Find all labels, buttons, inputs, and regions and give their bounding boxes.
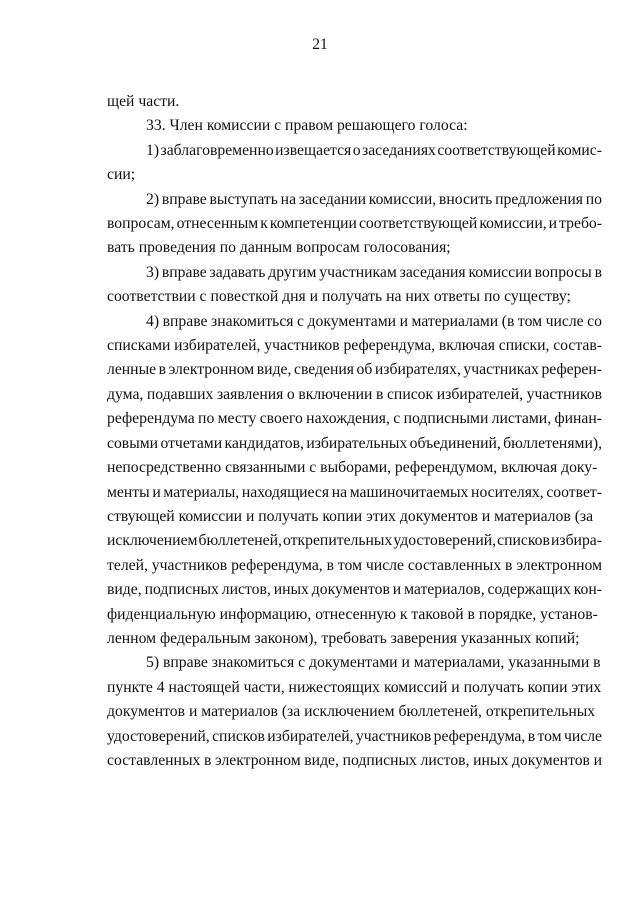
text-line: вопросам, отнесенным к компетенции соответствующей комиссии, и требо- bbox=[107, 215, 602, 233]
text-line: удостоверений, списков избирателей, участников референдума, в том числе bbox=[107, 727, 602, 745]
text-line: 3) вправе задавать другим участникам заседания комиссии вопросы в bbox=[146, 263, 602, 281]
paragraph-continuation bbox=[107, 90, 602, 114]
text-line: менты и материалы, находящиеся на машиночитаемых носителях, соответ- bbox=[107, 483, 602, 501]
text-line: списками избирателей, участников референдума, включая списки, состав- bbox=[107, 337, 602, 355]
text-line: 5) вправе знакомиться с документами и материалами, указанными в bbox=[146, 654, 601, 672]
document-body bbox=[107, 90, 602, 773]
text-line: составленных в электронном виде, подписных листов, иных документов и bbox=[107, 751, 602, 769]
paragraph-item-5 bbox=[107, 651, 602, 773]
text-line: документов и материалов (за исключением бюллетеней, открепительных bbox=[107, 703, 596, 721]
text-line: соответствии с повесткой дня и получать на них ответы по существу; bbox=[107, 288, 571, 306]
text-line: ствующей комиссии и получать копии этих документов и материалов (за bbox=[107, 507, 594, 525]
text-line: 4) вправе знакомиться с документами и материалами (в том числе со bbox=[146, 312, 602, 330]
text-line: вать проведения по данным вопросам голосования; bbox=[107, 239, 451, 257]
paragraph-33-heading bbox=[107, 114, 602, 138]
text-line: референдума по месту своего нахождения, с подписными листами, финан- bbox=[107, 410, 602, 428]
paragraph-item-3 bbox=[107, 261, 602, 310]
text-line: дума, подавших заявления о включении в список избирателей, участников bbox=[107, 385, 602, 403]
paragraph-item-2 bbox=[107, 188, 602, 261]
page-number: 21 bbox=[312, 36, 328, 53]
text-line: ленные в электронном виде, сведения об избирателях, участниках референ- bbox=[107, 361, 602, 379]
text-line: 1) заблаговременно извещается о заседаниях соответствующей комис- bbox=[146, 141, 602, 159]
text-line: ленном федеральным законом), требовать заверения указанных копий; bbox=[107, 629, 580, 647]
text-line: телей, участников референдума, в том числе составленных в электронном bbox=[107, 556, 602, 574]
text-line: исключением бюллетеней, открепительных удостоверений, списков избира- bbox=[107, 532, 602, 550]
text-line: щей части. bbox=[107, 93, 180, 110]
paragraph-item-1 bbox=[107, 139, 602, 188]
text-line: 2) вправе выступать на заседании комиссии, вносить предложения по bbox=[146, 190, 602, 208]
text-line: непосредственно связанными с выборами, референдумом, включая доку- bbox=[107, 459, 598, 477]
text-line: 33. Член комиссии с правом решающего голоса: bbox=[146, 117, 468, 135]
text-line: фиденциальную информацию, отнесенную к таковой в порядке, установ- bbox=[107, 605, 598, 623]
text-line: виде, подписных листов, иных документов и материалов, содержащих кон- bbox=[107, 581, 602, 599]
text-line: пункте 4 настоящей части, нижестоящих комиссий и получать копии этих bbox=[107, 678, 602, 696]
text-line: сии; bbox=[107, 166, 136, 184]
paragraph-item-4 bbox=[107, 310, 602, 652]
text-line: совыми отчетами кандидатов, избирательных объединений, бюллетенями), bbox=[107, 434, 602, 452]
